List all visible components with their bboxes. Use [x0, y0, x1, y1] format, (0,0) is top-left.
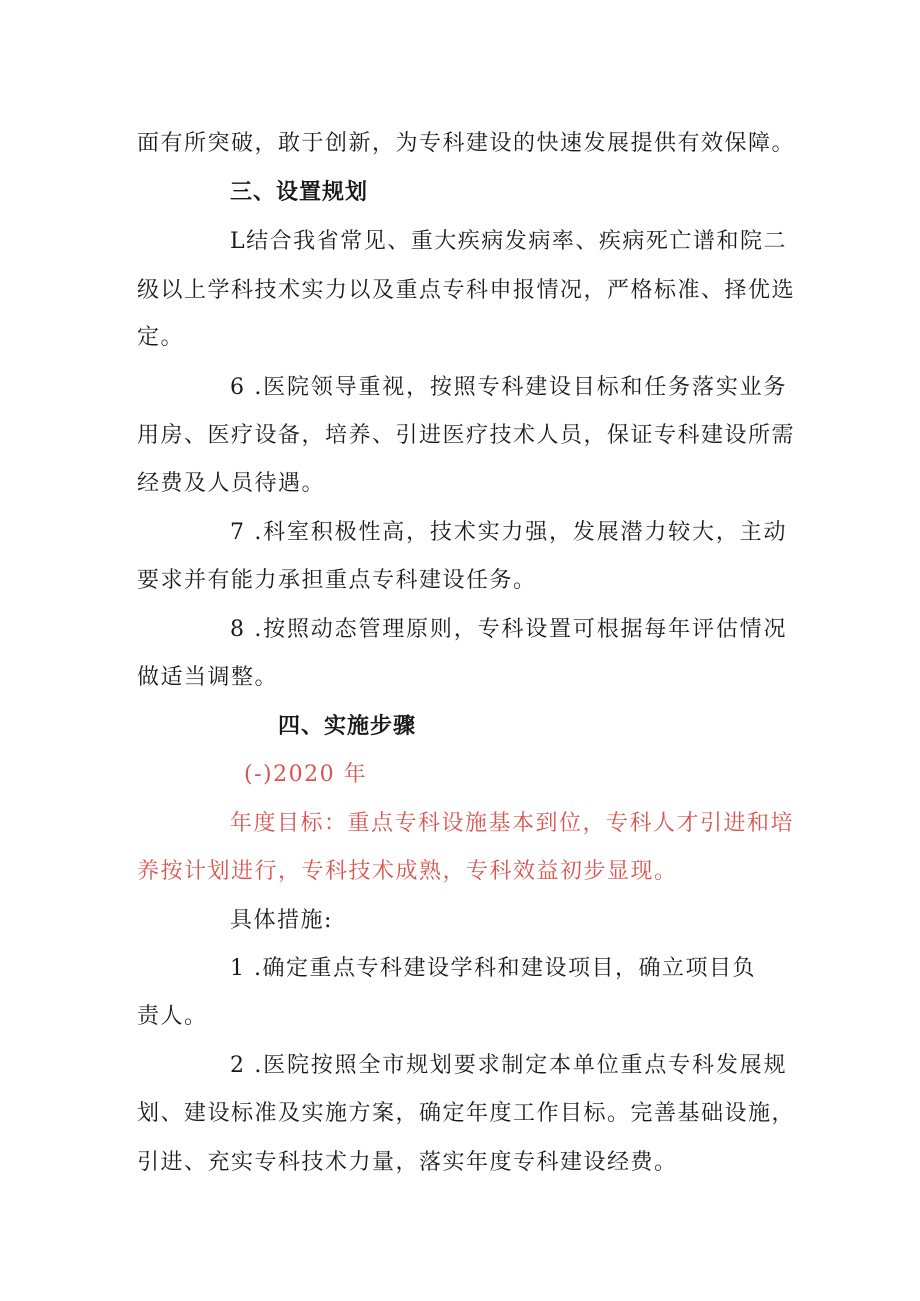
paragraph-line: 7 .科室积极性高，技术实力强，发展潜力较大，主动 [230, 520, 787, 545]
paragraph-line: 责人。 [137, 1004, 208, 1029]
paragraph-line: 级以上学科技术实力以及重点专科申报情况，严格标准、择优选 [137, 278, 796, 303]
paragraph-line: 8 .按照动态管理原则，专科设置可根据每年评估情况 [230, 617, 787, 642]
measures-label: 具体措施: [230, 908, 333, 933]
paragraph-line: 经费及人员待遇。 [137, 471, 326, 496]
paragraph-line: 引进、充实专科技术力量，落实年度专科建设经费。 [137, 1150, 678, 1175]
section-heading-4: 四、实施步骤 [278, 714, 417, 739]
paragraph-line: 6 .医院领导重视，按照专科建设目标和任务落实业务 [230, 375, 787, 400]
paragraph-line: 2 .医院按照全市规划要求制定本单位重点专科发展规 [230, 1053, 787, 1078]
paragraph-line: L结合我省常见、重大疾病发病率、疾病死亡谱和院二 [230, 229, 787, 254]
goal-line: 年度目标：重点专科设施基本到位，专科人才引进和培 [230, 811, 795, 836]
paragraph-line: 面有所突破，敢于创新，为专科建设的快速发展提供有效保障。 [137, 131, 796, 156]
goal-line: 养按计划进行，专科技术成熟，专科效益初步显现。 [137, 859, 678, 884]
paragraph-line: 用房、医疗设备，培养、引进医疗技术人员，保证专科建设所需 [137, 423, 796, 448]
paragraph-line: 1 .确定重点专科建设学科和建设项目，确立项目负 [230, 956, 756, 981]
subsection-year-heading: (-)2020 年 [244, 762, 368, 787]
paragraph-line: 要求并有能力承担重点专科建设任务。 [137, 568, 537, 593]
section-heading-3: 三、设置规划 [230, 180, 369, 205]
paragraph-line: 定。 [137, 325, 185, 350]
paragraph-line: 划、建设标准及实施方案，确定年度工作目标。完善基础设施， [137, 1101, 796, 1126]
paragraph-line: 做适当调整。 [137, 665, 279, 690]
